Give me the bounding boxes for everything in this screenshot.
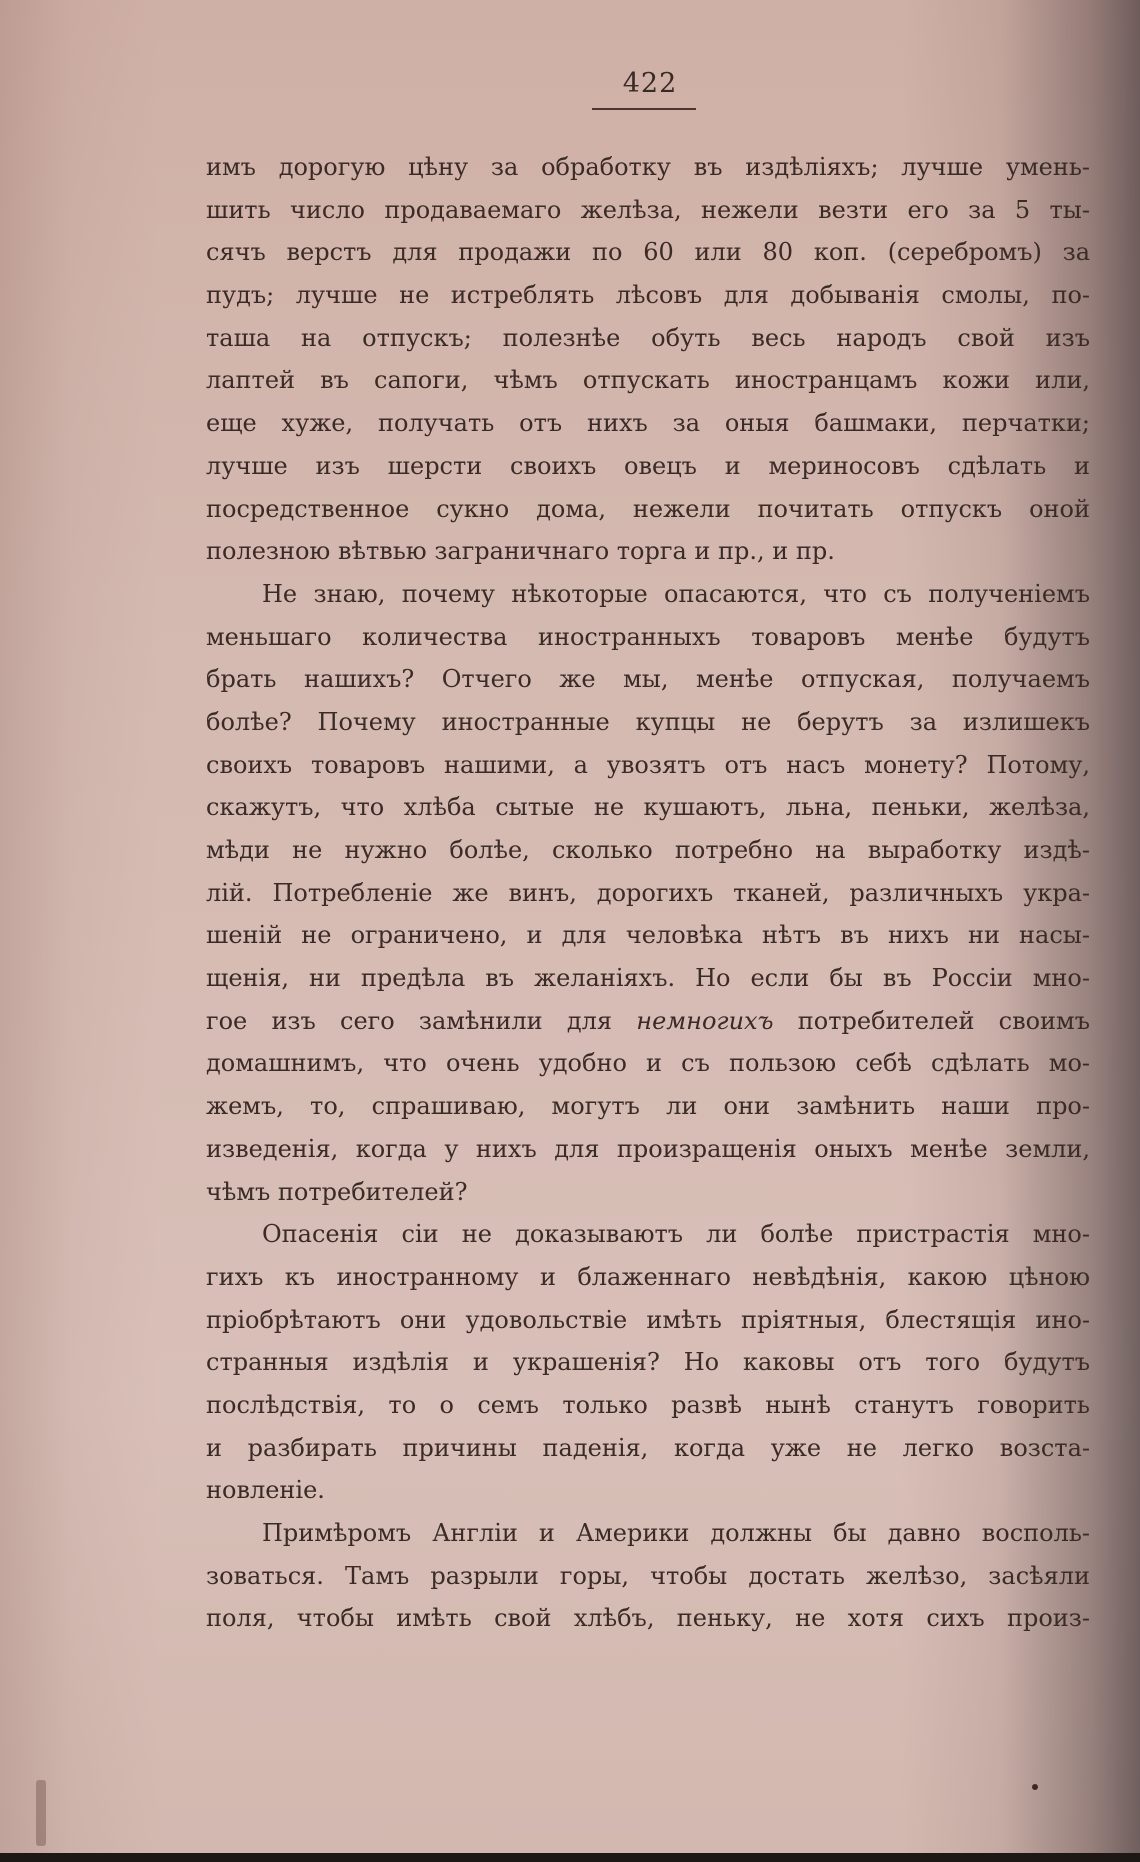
ink-speck (1032, 1784, 1038, 1790)
text-line: домашнимъ, что очень удобно и съ пользою себѣ сдѣлать мо- (206, 1049, 1090, 1078)
text-line: лій. Потребленіе же винъ, дорогихъ тканей, различныхъ укра- (206, 878, 1090, 907)
text-line: лаптей въ сапоги, чѣмъ отпускать иностранцамъ кожи или, (206, 366, 1090, 395)
text-line: пріобрѣтаютъ они удовольствіе имѣть пріятныя, блестящія ино- (206, 1305, 1090, 1334)
text-line: жемъ, то, спрашиваю, могутъ ли они замѣнить наши про- (206, 1092, 1090, 1121)
text-line: имъ дорогую цѣну за обработку въ издѣліяхъ; лучше умень- (206, 153, 1090, 181)
text-line: болѣе? Почему иностранные купцы не берутъ за излишекъ (206, 707, 1090, 736)
text-line: поля, чтобы имѣть свой хлѣбъ, пеньку, не хотя сихъ произ- (206, 1604, 1090, 1633)
line-text-after: потребителей своимъ (773, 1006, 1090, 1035)
text-line: таша на отпускъ; полезнѣе обуть весь народъ свой изъ (206, 323, 1090, 352)
text-line: зоваться. Тамъ разрыли горы, чтобы достать желѣзо, засѣяли (206, 1561, 1090, 1590)
body-text (206, 146, 1090, 1640)
text-line: пудъ; лучше не истреблять лѣсовъ для добыванія смолы, по- (206, 281, 1090, 310)
text-line: полезною вѣтвью заграничнаго торга и пр., и пр. (206, 537, 835, 566)
text-line: послѣдствія, то о семъ только развѣ нынѣ станутъ говорить (206, 1390, 1090, 1419)
text-line: мѣди не нужно болѣе, сколько потребно на выработку издѣ- (206, 836, 1090, 864)
scan-bottom-edge (0, 1853, 1140, 1862)
text-line: лучше изъ шерсти своихъ овецъ и мериносовъ сдѣлать и (206, 451, 1090, 480)
text-line: чѣмъ потребителей? (206, 1177, 468, 1206)
text-line-with-emphasis (206, 1000, 1090, 1043)
page-number: 422 (622, 68, 678, 99)
paragraph-start-line: Примѣромъ Англіи и Америки должны бы давно восполь- (262, 1519, 1090, 1547)
text-line: новленіе. (206, 1476, 325, 1505)
paragraph-start-line: Не знаю, почему нѣкоторые опасаются, что съ полученіемъ (262, 579, 1090, 608)
paragraph-start-line: Опасенія сіи не доказываютъ ли болѣе пристрастія мно- (262, 1220, 1090, 1249)
text-line: скажутъ, что хлѣба сытые не кушаютъ, льна, пеньки, желѣза, (206, 793, 1090, 822)
text-line: посредственное сукно дома, нежели почитать отпускъ оной (206, 494, 1090, 523)
text-line: своихъ товаровъ нашими, а увозятъ отъ насъ монету? Потому, (206, 750, 1090, 779)
text-line: щенія, ни предѣла въ желаніяхъ. Но если бы въ Россіи мно- (206, 964, 1090, 993)
emphasized-word: немногихъ (636, 1006, 774, 1035)
text-line: гихъ къ иностранному и блаженнаго невѣдѣнія, какою цѣною (206, 1262, 1090, 1291)
text-line: меньшаго количества иностранныхъ товаровъ менѣе будутъ (206, 622, 1090, 651)
text-line: и разбирать причины паденія, когда уже не легко возста- (206, 1433, 1090, 1462)
line-text-before: гое изъ сего замѣнили для (206, 1006, 637, 1035)
text-line: изведенія, когда у нихъ для произращенія оныхъ менѣе земли, (206, 1134, 1090, 1163)
page-number-rule (592, 108, 696, 110)
text-line: шить число продаваемаго желѣза, нежели везти его за 5 ты- (206, 195, 1090, 224)
text-line: шеній не ограничено, и для человѣка нѣтъ въ нихъ ни насы- (206, 921, 1090, 950)
text-line: сячъ верстъ для продажи по 60 или 80 коп. (серебромъ) за (206, 238, 1090, 267)
page-edge-mark (36, 1780, 46, 1846)
text-line: еще хуже, получать отъ нихъ за оныя башмаки, перчатки; (206, 409, 1090, 438)
text-line: брать нашихъ? Отчего же мы, менѣе отпуская, получаемъ (206, 665, 1090, 694)
text-line: странныя издѣлія и украшенія? Но каковы отъ того будутъ (206, 1348, 1090, 1377)
